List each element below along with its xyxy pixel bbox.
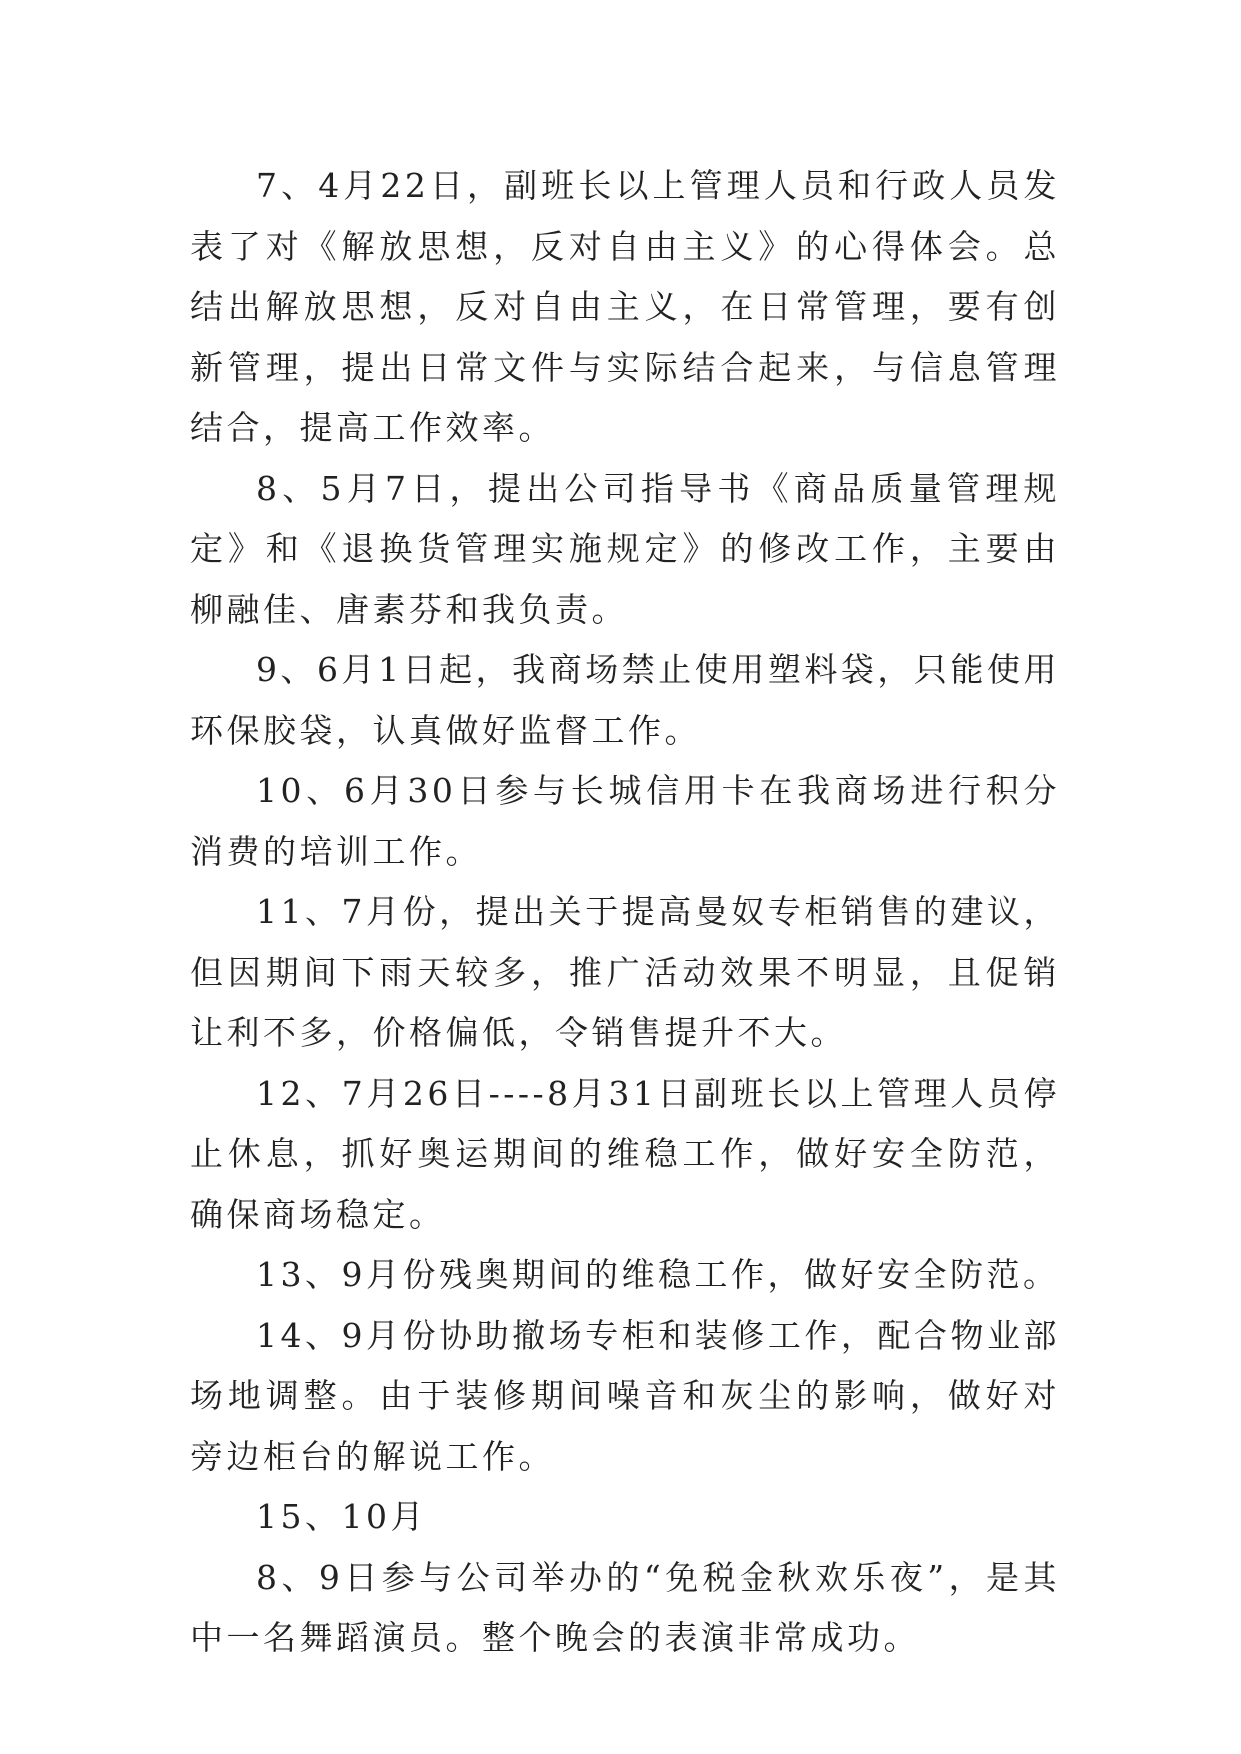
paragraph-item-8: 8、5月7日，提出公司指导书《商品质量管理规定》和《退换货管理实施规定》的修改工作，主要由柳融佳、唐素芬和我负责。	[190, 468, 1060, 629]
document-body	[190, 156, 1060, 1669]
paragraph-item-12: 12、7月26日----8月31日副班长以上管理人员停止休息，抓好奥运期间的维稳工作，做好安全防范，确保商场稳定。	[190, 1073, 1060, 1234]
paragraph-item-9: 9、6月1日起，我商场禁止使用塑料袋，只能使用环保胶袋，认真做好监督工作。	[190, 650, 1060, 750]
paragraph-item-15-detail: 8、9日参与公司举办的“免税金秋欢乐夜”，是其中一名舞蹈演员。整个晚会的表演非常成功。	[190, 1557, 1060, 1657]
paragraph-item-15: 15、10月	[256, 1497, 427, 1536]
paragraph-item-10: 10、6月30日参与长城信用卡在我商场进行积分消费的培训工作。	[190, 771, 1060, 871]
paragraph-item-7: 7、4月22日，副班长以上管理人员和行政人员发表了对《解放思想，反对自由主义》的心得体会。总结出解放思想，反对自由主义，在日常管理，要有创新管理，提出日常文件与实际结合起来，与信息管理结合，提高工作效率。	[190, 166, 1060, 447]
paragraph-item-14: 14、9月份协助撤场专柜和装修工作，配合物业部场地调整。由于装修期间噪音和灰尘的影响，做好对旁边柜台的解说工作。	[190, 1315, 1060, 1476]
paragraph-item-13: 13、9月份残奥期间的维稳工作，做好安全防范。	[256, 1255, 1060, 1294]
paragraph-item-11: 11、7月份，提出关于提高曼奴专柜销售的建议，但因期间下雨天较多，推广活动效果不明显，且促销让利不多，价格偏低，令销售提升不大。	[190, 892, 1060, 1052]
